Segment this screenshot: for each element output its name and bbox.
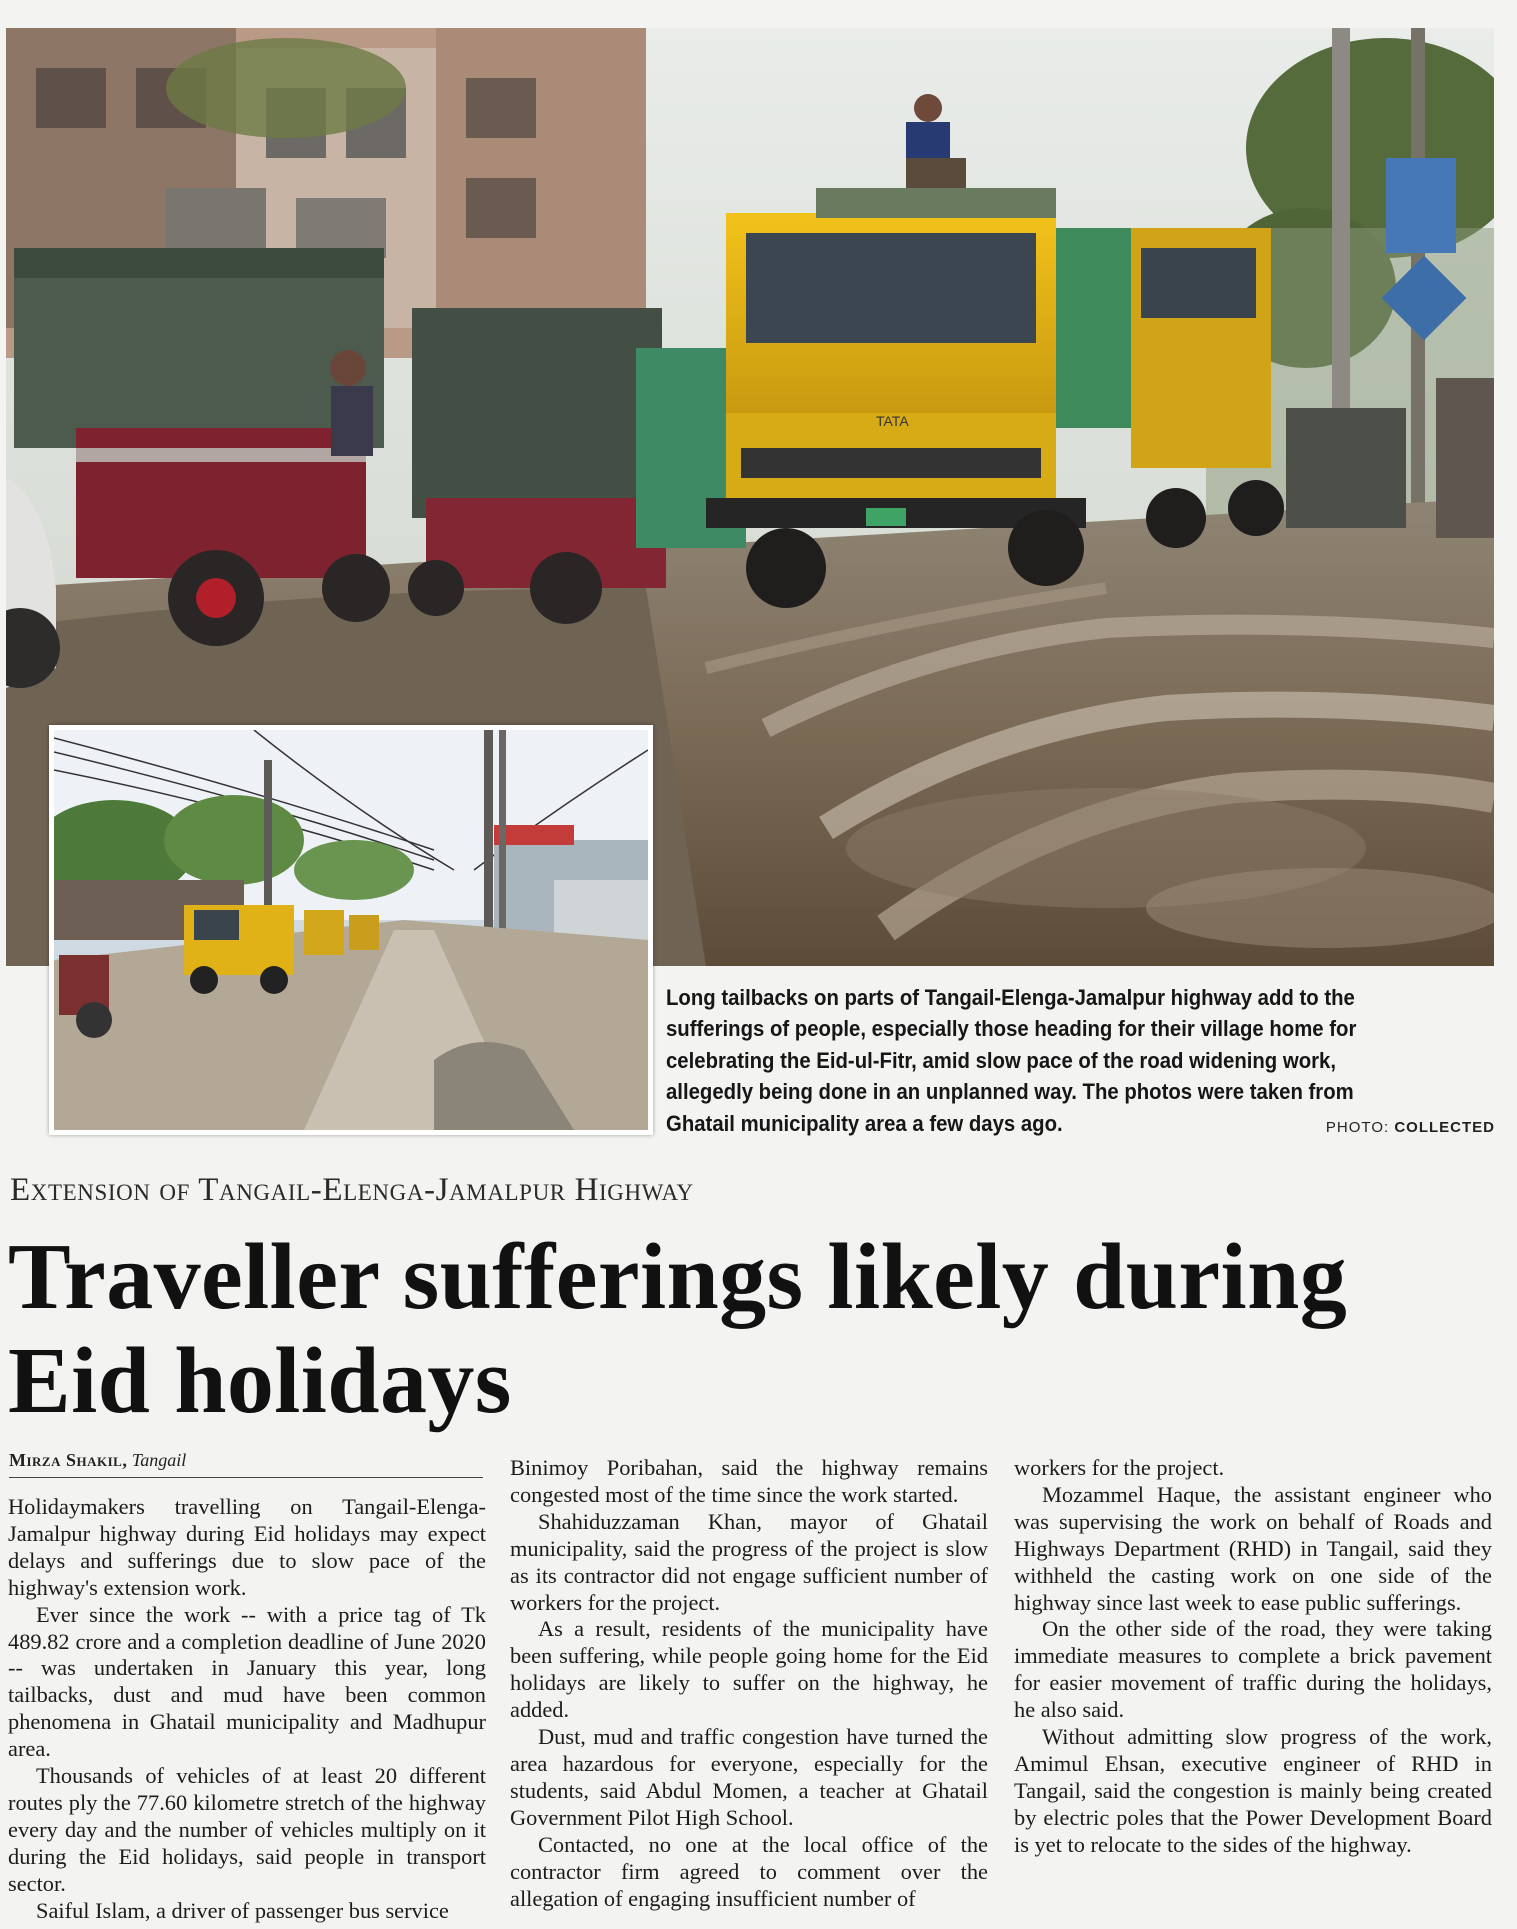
headline-line-2: Eid holidays <box>8 1329 512 1433</box>
paragraph: Mozammel Haque, the assistant engineer who was supervising the work on behalf of Roads and Highways Department (RHD) in Tangail, said they withheld the casting work on one side of the highway since last week to ease public sufferings. <box>1014 1481 1492 1615</box>
paragraph: Thousands of vehicles of at least 20 different routes ply the 77.60 kilometre stretch of the highway every day and the number of vehicles multiply on it during the Eid holidays, said people in transport sector. <box>8 1763 486 1896</box>
paragraph: Shahiduzzaman Khan, mayor of Ghatail municipality, said the progress of the project is slow as its contractor did not engage sufficient number of workers for the project. <box>510 1508 988 1615</box>
paragraph: Contacted, no one at the local office of the contractor firm agreed to comment over the allegation of engaging insufficient number of <box>510 1831 988 1911</box>
photo-credit-label: PHOTO: <box>1325 1119 1395 1136</box>
photo-caption: Long tailbacks on parts of Tangail-Elenga-Jamalpur highway add to the sufferings of people, especially those heading for their village home for celebrating the Eid-ul-Fitr, amid slow pace of the road widening work, allegedly being done in an unplanned way. The photos were taken from Ghatail municipality area a few days ago. <box>666 985 1357 1136</box>
paragraph: Binimoy Poribahan, said the highway remains congested most of the time since the work started. <box>510 1455 988 1507</box>
truck-badge: TATA <box>876 413 909 429</box>
article-column-3 <box>1014 1455 1492 1859</box>
paragraph: Ever since the work -- with a price tag of Tk 489.82 crore and a completion deadline of June 2020 -- was undertaken in January this year, long tailbacks, dust and mud have been common phenomena in Ghatail municipality and Madhupur area. <box>8 1601 486 1762</box>
byline <box>9 1450 483 1478</box>
article-column-1 <box>8 1494 486 1925</box>
inset-photo <box>49 725 653 1135</box>
paragraph: Dust, mud and traffic congestion have turned the area hazardous for everyone, especially for the students, said Abdul Momen, a teacher at Ghatail Government Pilot High School. <box>510 1724 988 1830</box>
article-headline <box>8 1225 1498 1433</box>
article-column-2 <box>510 1455 988 1912</box>
byline-place: Tangail <box>131 1450 187 1470</box>
photo-credit-value: COLLECTED <box>1394 1119 1495 1136</box>
paragraph: On the other side of the road, they were taking immediate measures to complete a brick pavement for easier movement of traffic during the holidays, he also said. <box>1014 1616 1492 1723</box>
headline-line-1: Traveller sufferings likely during <box>8 1225 1348 1329</box>
article-kicker: Extension of Tangail-Elenga-Jamalpur Highway <box>10 1172 694 1208</box>
byline-author: Mirza Shakil, <box>9 1450 128 1470</box>
paragraph: Saiful Islam, a driver of passenger bus service <box>36 1897 449 1923</box>
paragraph: workers for the project. <box>1014 1455 1225 1480</box>
paragraph: Holidaymakers travelling on Tangail-Elenga-Jamalpur highway during Eid holidays may expect delays and sufferings due to slow pace of the highway's extension work. <box>8 1494 486 1600</box>
paragraph: As a result, residents of the municipality have been suffering, while people going home for the Eid holidays are likely to suffer on the highway, he added. <box>510 1616 988 1723</box>
photo-credit <box>1326 1119 1495 1136</box>
paragraph: Without admitting slow progress of the work, Amimul Ehsan, executive engineer of RHD in Tangail, said the congestion is mainly being created by electric poles that the Power Development Board is yet to relocate to the sides of the highway. <box>1014 1724 1492 1857</box>
